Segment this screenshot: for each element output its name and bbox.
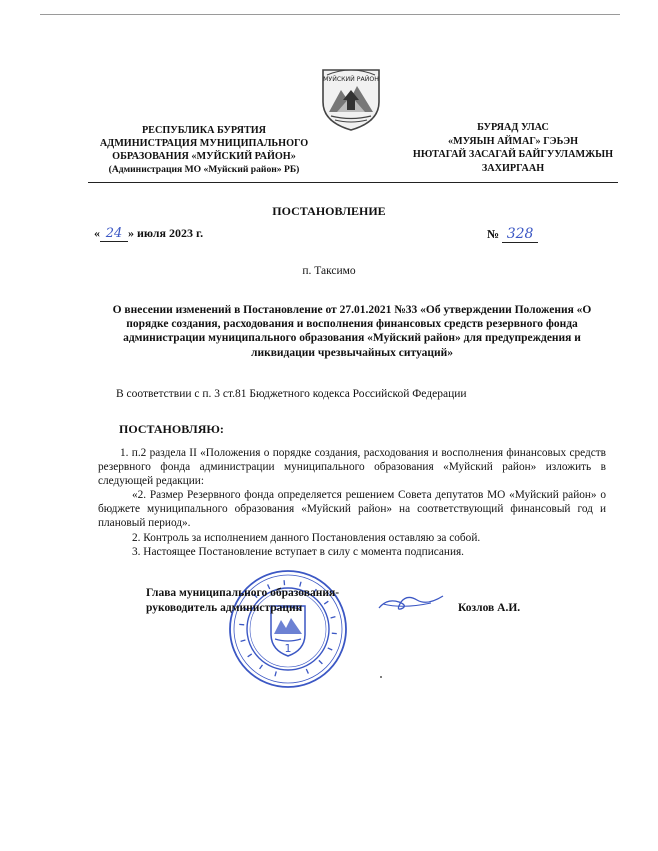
item-2: 2. Контроль за исполнением данного Постановления оставляю за собой. <box>132 531 481 544</box>
header-left-line4: (Администрация МО «Муйский район» РБ) <box>108 164 300 175</box>
header-left-line1: РЕСПУБЛИКА БУРЯТИЯ <box>141 125 267 136</box>
header-right-line4: ЗАХИРГААН <box>481 162 545 174</box>
document-place: п. Таксимо <box>302 265 356 277</box>
document-number <box>487 226 538 243</box>
subject-line3: администрации муниципального образования «Муйский район» для предупреждения и <box>123 332 581 345</box>
header-right-block <box>388 121 638 175</box>
position-line1: Глава муниципального образования- <box>146 587 340 599</box>
document-subject <box>92 303 612 360</box>
item-3: 3. Настоящее Постановление вступает в силу с момента подписания. <box>132 545 465 558</box>
stray-mark <box>380 676 382 678</box>
top-border-line <box>40 14 620 15</box>
date-close-quote: » <box>128 226 134 240</box>
item-1: 1. п.2 раздела II «Положения о порядке создания, расходования и восполнения финансовых средств резервного фонда администрации муниципального образования «Муйский район» изложить в следующей редакции: <box>98 447 606 488</box>
signatory-position <box>146 586 339 616</box>
decree-word: ПОСТАНОВЛЯЮ: <box>119 422 224 436</box>
subject-line2: порядке создания, расходования и восполнения финансовых средств резервного фонда <box>126 318 578 331</box>
decree-body <box>98 446 606 559</box>
header-left-line2: АДМИНИСТРАЦИЯ МУНИЦИПАЛЬНОГО <box>99 138 309 149</box>
legal-basis: В соответствии с п. 3 ст.81 Бюджетного кодекса Российской Федерации <box>116 388 467 400</box>
signatory-name: Козлов А.И. <box>458 602 521 614</box>
date-open-quote: « <box>94 226 100 240</box>
number-sign: № <box>487 227 503 241</box>
header-left-line3: ОБРАЗОВАНИЯ «МУЙСКИЙ РАЙОН» <box>112 151 296 162</box>
item-1-quote: «2. Размер Резервного фонда определяется решением Совета депутатов МО «Муйский район» о бюджете муниципального образования «Муйский район» на соответствующий финансовый год и плановый период». <box>98 489 606 530</box>
date-month-year: июля 2023 г. <box>134 226 204 240</box>
position-line2: руководитель администрации <box>146 602 303 614</box>
svg-text:МУЙСКИЙ РАЙОН: МУЙСКИЙ РАЙОН <box>323 76 379 83</box>
header-divider <box>88 182 618 183</box>
header-right-line2: «МУЯЫН АЙМАГ» ГЭЬЭН <box>447 135 579 147</box>
document-date <box>94 226 203 242</box>
handwritten-signature-icon <box>377 588 445 618</box>
document-title: ПОСТАНОВЛЕНИЕ <box>272 204 386 218</box>
header-right-line3: НЮТАГАЙ ЗАСАГАЙ БАЙГУУЛАМЖЫН <box>412 149 614 160</box>
header-right-line1: БУРЯАД УЛАС <box>477 122 549 133</box>
subject-line1: О внесении изменений в Постановление от 27.01.2021 №33 «Об утверждении Положения «О <box>112 304 592 316</box>
municipal-emblem-icon <box>315 60 387 132</box>
date-day-handwritten: 24 <box>100 226 128 242</box>
number-value-handwritten: 328 <box>502 226 538 243</box>
header-left-block <box>86 124 322 176</box>
subject-line4: ликвидации чрезвычайных ситуаций» <box>251 346 453 359</box>
seal-number: 1 <box>284 642 292 655</box>
